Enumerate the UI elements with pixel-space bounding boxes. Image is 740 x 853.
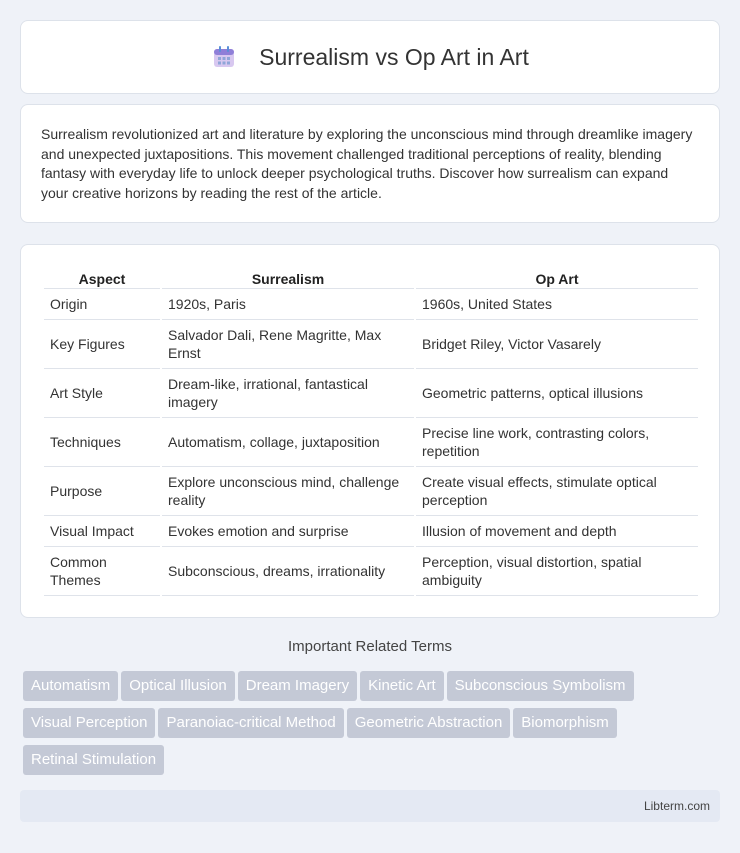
- table-cell: Create visual effects, stimulate optical perception: [416, 467, 698, 516]
- intro-card: [20, 104, 720, 223]
- table-cell: Geometric patterns, optical illusions: [416, 369, 698, 418]
- related-terms-list: [23, 671, 713, 782]
- comparison-card: [20, 244, 720, 618]
- column-header: Aspect: [44, 265, 160, 289]
- related-term-tag[interactable]: Automatism: [23, 671, 118, 701]
- table-cell: Bridget Riley, Victor Vasarely: [416, 320, 698, 369]
- related-term-tag[interactable]: Biomorphism: [513, 708, 617, 738]
- related-terms-title: Important Related Terms: [288, 638, 452, 655]
- table-cell: Origin: [44, 289, 160, 320]
- table-cell: Purpose: [44, 467, 160, 516]
- table-cell: 1960s, United States: [416, 289, 698, 320]
- table-row: [44, 369, 698, 418]
- table-cell: Visual Impact: [44, 516, 160, 547]
- table-row: [44, 467, 698, 516]
- table-cell: Key Figures: [44, 320, 160, 369]
- related-term-tag[interactable]: Dream Imagery: [238, 671, 357, 701]
- calendar-icon: [211, 44, 237, 70]
- table-cell: Perception, visual distortion, spatial ambiguity: [416, 547, 698, 596]
- table-cell: Art Style: [44, 369, 160, 418]
- related-term-tag[interactable]: Optical Illusion: [121, 671, 235, 701]
- table-row: [44, 320, 698, 369]
- header-card: [20, 20, 720, 94]
- table-row: [44, 418, 698, 467]
- table-cell: Dream-like, irrational, fantastical imagery: [162, 369, 414, 418]
- table-cell: Salvador Dali, Rene Magritte, Max Ernst: [162, 320, 414, 369]
- table-cell: Common Themes: [44, 547, 160, 596]
- table-row: [44, 516, 698, 547]
- table-cell: Automatism, collage, juxtaposition: [162, 418, 414, 467]
- column-header: Op Art: [416, 265, 698, 289]
- related-term-tag[interactable]: Kinetic Art: [360, 671, 444, 701]
- table-cell: Explore unconscious mind, challenge reality: [162, 467, 414, 516]
- table-cell: Subconscious, dreams, irrationality: [162, 547, 414, 596]
- page-title: Surrealism vs Op Art in Art: [259, 43, 529, 70]
- related-term-tag[interactable]: Geometric Abstraction: [347, 708, 511, 738]
- footer: [20, 790, 720, 822]
- table-cell: Illusion of movement and depth: [416, 516, 698, 547]
- table-cell: Techniques: [44, 418, 160, 467]
- related-term-tag[interactable]: Retinal Stimulation: [23, 745, 164, 775]
- table-cell: Precise line work, contrasting colors, repetition: [416, 418, 698, 467]
- column-header: Surrealism: [162, 265, 414, 289]
- table-row: [44, 547, 698, 596]
- table-cell: Evokes emotion and surprise: [162, 516, 414, 547]
- related-term-tag[interactable]: Visual Perception: [23, 708, 155, 738]
- related-term-tag[interactable]: Paranoiac-critical Method: [158, 708, 343, 738]
- comparison-table: [42, 265, 700, 596]
- related-term-tag[interactable]: Subconscious Symbolism: [447, 671, 634, 701]
- footer-site-link[interactable]: Libterm.com: [643, 799, 710, 813]
- intro-text: Surrealism revolutionized art and literature by exploring the unconscious mind through dreamlike imagery and unexpected juxtapositions. This movement challenged traditional perceptions of reality, blending fantasy with everyday life to unlock deeper psychological truths. Discover how surrealism can expand your creative horizons by reading the rest of the article.: [41, 126, 693, 201]
- table-row: [44, 289, 698, 320]
- table-cell: 1920s, Paris: [162, 289, 414, 320]
